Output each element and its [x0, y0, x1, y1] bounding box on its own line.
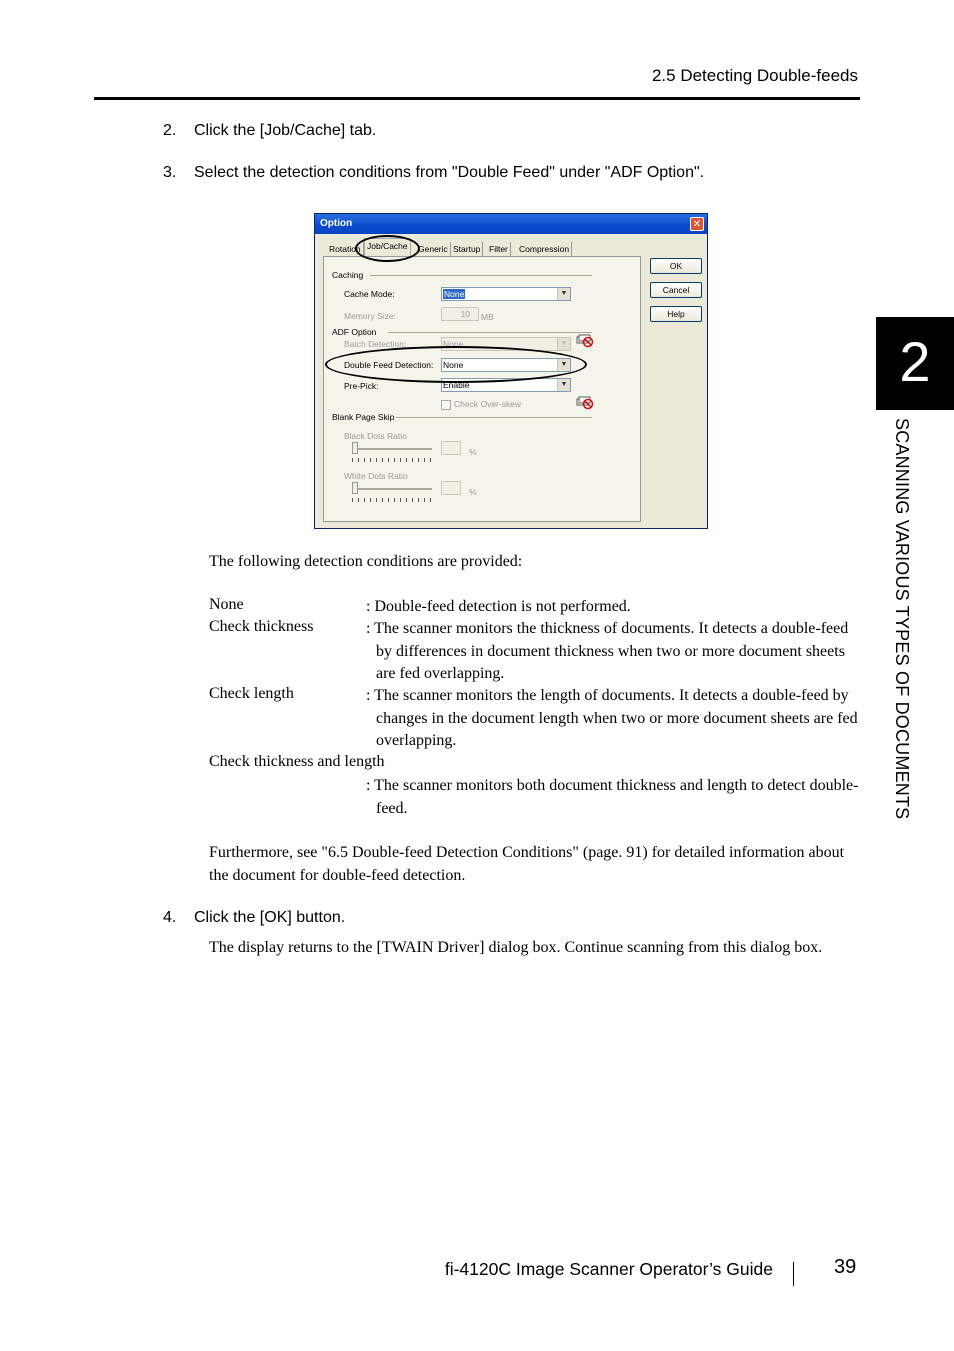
footer-separator	[793, 1262, 794, 1286]
slider-ticks	[352, 498, 432, 502]
slider-handle[interactable]	[352, 442, 358, 454]
cache-mode-select[interactable]	[441, 287, 571, 301]
definition-text: : The scanner monitors the thickness of documents. It detects a double-feed by differences in document thickness when two or more document sheets are fed overlapping.	[366, 620, 849, 682]
pre-pick-label: Pre-Pick:	[344, 381, 379, 391]
percent-unit: %	[469, 487, 477, 497]
page-number: 39	[834, 1256, 857, 1278]
intro-paragraph: The following detection conditions are provided:	[209, 553, 523, 570]
memory-size-label: Memory Size:	[344, 311, 396, 321]
step-number: 2.	[163, 122, 177, 139]
tab-job-cache[interactable]: Job/Cache	[364, 238, 411, 257]
step-text: Click the [Job/Cache] tab.	[194, 122, 377, 139]
group-divider	[388, 332, 592, 333]
cache-mode-value: None	[444, 289, 465, 299]
check-overskew-checkbox[interactable]	[441, 400, 451, 410]
caching-group-label: Caching	[332, 270, 364, 280]
tab-filter[interactable]: Filter	[487, 242, 511, 256]
definition-term: None	[209, 596, 244, 613]
no-skew-icon	[576, 396, 594, 410]
job-cache-panel	[323, 256, 641, 522]
definition-desc	[366, 685, 860, 753]
memory-size-stepper[interactable]: 10	[441, 307, 479, 321]
tab-generic[interactable]: Generic	[416, 242, 451, 256]
step-text: Select the detection conditions from "Double Feed" under "ADF Option".	[194, 164, 705, 181]
step-number: 3.	[163, 164, 177, 181]
cancel-button[interactable]: Cancel	[650, 282, 702, 298]
black-dots-label: Black Dots Ratio	[344, 431, 407, 441]
help-button[interactable]: Help	[650, 306, 702, 322]
percent-unit: %	[469, 447, 477, 457]
slider-handle[interactable]	[352, 482, 358, 494]
double-feed-value: None	[443, 360, 464, 370]
definition-desc	[366, 596, 860, 619]
highlight-job-cache-tab	[355, 235, 420, 262]
header-rule	[94, 97, 860, 100]
no-double-feed-icon	[576, 334, 594, 348]
definition-term: Check thickness and length	[209, 753, 385, 770]
tab-rotation[interactable]: Rotation	[327, 242, 364, 256]
tab-compression[interactable]: Compression	[517, 242, 572, 256]
definition-text: : Double-feed detection is not performed.	[366, 598, 631, 615]
slider-ticks	[352, 458, 432, 462]
cache-mode-label: Cache Mode:	[344, 289, 395, 299]
batch-detection-label: Batch Detection:	[344, 339, 407, 349]
white-dots-label: White Dots Ratio	[344, 471, 408, 481]
after-ok-paragraph: The display returns to the [TWAIN Driver] dialog box. Continue scanning from this dialog box.	[209, 939, 823, 956]
highlight-double-feed	[325, 346, 587, 383]
definition-desc	[366, 775, 860, 820]
dialog-title: Option	[320, 218, 353, 229]
furthermore-paragraph: Furthermore, see "6.5 Double-feed Detection Conditions" (page. 91) for detailed information about the document for double-feed detection.	[209, 844, 845, 884]
running-header: 2.5 Detecting Double-feeds	[651, 66, 858, 85]
chevron-down-icon[interactable]: ▼	[557, 338, 570, 350]
group-divider	[396, 417, 592, 418]
batch-detection-value: None	[443, 339, 464, 349]
definition-text: : The scanner monitors both document thickness and length to detect double-feed.	[366, 777, 859, 817]
definition-text: : The scanner monitors the length of documents. It detects a double-feed by changes in the document length when two or more document sheets are fed overlapping.	[366, 687, 858, 749]
tab-startup[interactable]: Startup	[451, 242, 483, 256]
pre-pick-value: Enable	[443, 380, 470, 390]
chapter-tab	[876, 317, 954, 410]
group-divider	[370, 275, 592, 276]
chevron-down-icon[interactable]: ▼	[557, 288, 570, 300]
definition-term: Check length	[209, 685, 294, 702]
chevron-down-icon[interactable]: ▼	[557, 359, 570, 371]
memory-size-unit: MB	[481, 312, 494, 322]
ok-button[interactable]: OK	[650, 258, 702, 274]
definition-term: Check thickness	[209, 618, 314, 635]
chapter-title: SCANNING VARIOUS TYPES OF DOCUMENTS	[892, 418, 912, 820]
check-overskew-label: Check Over-skew	[454, 399, 522, 409]
white-dots-spin[interactable]	[441, 481, 461, 495]
adf-group-label: ADF Option	[332, 327, 377, 337]
step-number: 4.	[163, 909, 177, 926]
blank-page-group-label: Blank Page Skip	[332, 412, 395, 422]
footer-guide-title: fi-4120C Image Scanner Operator’s Guide	[444, 1259, 773, 1279]
step-text: Click the [OK] button.	[194, 909, 346, 926]
double-feed-label: Double Feed Detection:	[344, 360, 434, 370]
close-icon[interactable]: ✕	[690, 217, 704, 231]
black-dots-spin[interactable]	[441, 441, 461, 455]
black-dots-slider[interactable]	[352, 448, 432, 450]
white-dots-slider[interactable]	[352, 488, 432, 490]
dialog-titlebar	[315, 214, 707, 234]
chapter-number: 2	[899, 330, 931, 393]
definition-desc	[366, 618, 860, 686]
chevron-down-icon[interactable]: ▼	[557, 379, 570, 391]
